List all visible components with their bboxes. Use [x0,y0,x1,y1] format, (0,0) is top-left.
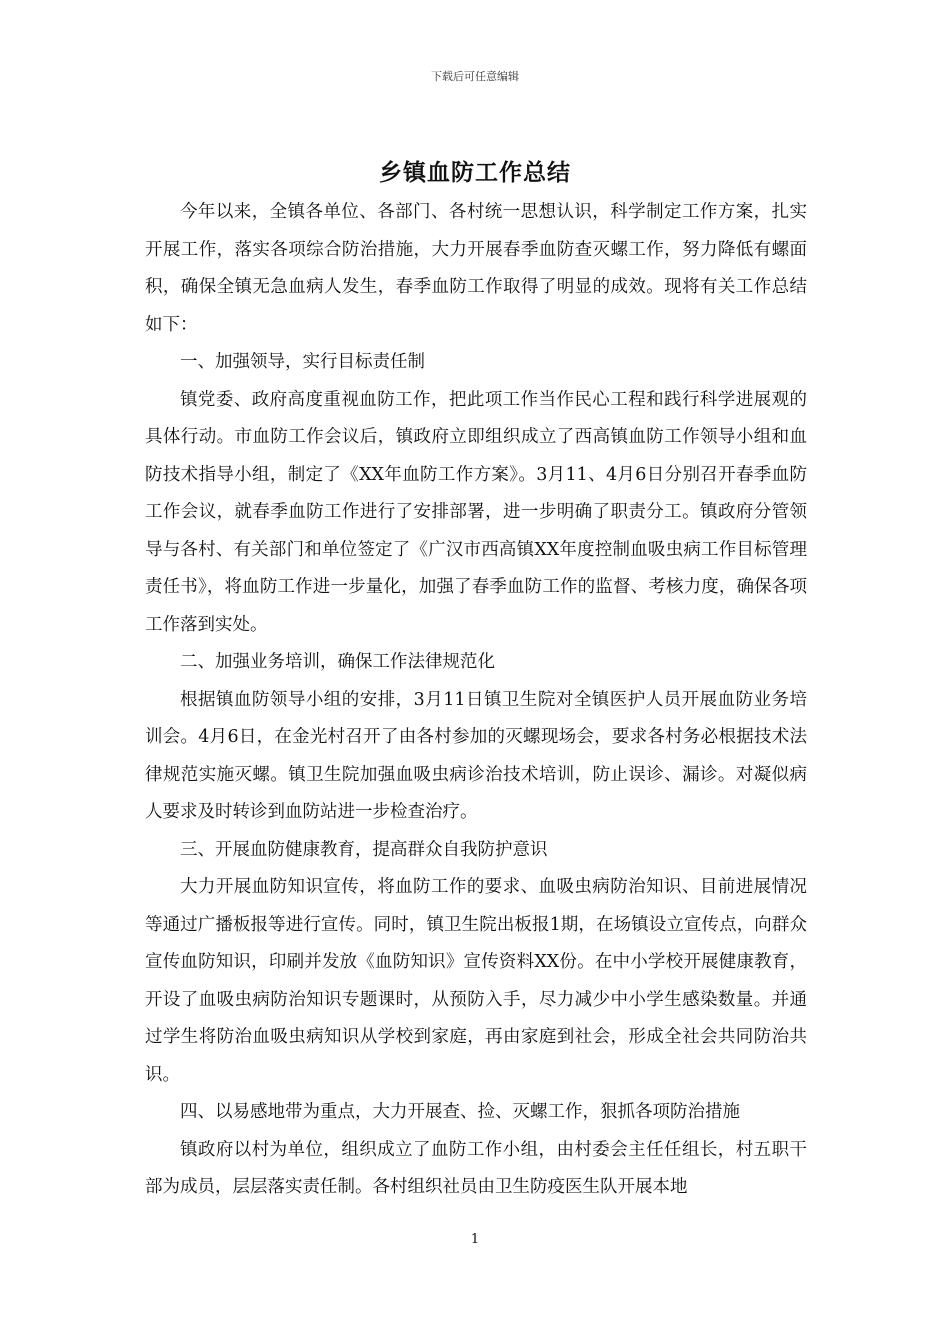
section-2-paragraph: 根据镇血防领导小组的安排，3月11日镇卫生院对全镇医护人员开展血防业务培训会。4月6日，在金光村召开了由各村参加的灭螺现场会，要求各村务必根据技术法律规范实施灭螺。镇卫生院加强血吸虫病诊治技术培训，防止误诊、漏诊。对凝似病人要求及时转诊到血防站进一步检查治疗。 [145,689,807,822]
page-number: 1 [470,1232,480,1247]
section-4-paragraph: 镇政府以村为单位，组织成立了血防工作小组，由村委会主任任组长，村五职干部为成员，层层落实责任制。各村组织社员由卫生防疫医生队开展本地 [145,1139,807,1197]
page-header-note: 下载后可任意编辑 [431,70,519,83]
intro-paragraph: 今年以来，全镇各单位、各部门、各村统一思想认识，科学制定工作方案，扎实开展工作，落实各项综合防治措施，大力开展春季血防查灭螺工作，努力降低有螺面积，确保全镇无急血病人发生，春季血防工作取得了明显的成效。现将有关工作总结如下： [145,202,807,335]
section-heading-2: 二、加强业务培训，确保工作法律规范化 [180,652,495,672]
section-3-paragraph: 大力开展血防知识宣传，将血防工作的要求、血吸虫病防治知识、目前进展情况等通过广播板报等进行宣传。同时，镇卫生院出板报1期，在场镇设立宣传点，向群众宣传血防知识，印刷并发放《血防知识》宣传资料XX份。在中小学校开展健康教育，开设了血吸虫病防治知识专题课时，从预防入手，尽力减少中小学生感染数量。并通过学生将防治血吸虫病知识从学校到家庭，再由家庭到社会，形成全社会共同防治共识。 [145,877,807,1085]
section-heading-1: 一、加强领导，实行目标责任制 [180,352,425,372]
section-1-paragraph: 镇党委、政府高度重视血防工作，把此项工作当作民心工程和践行科学进展观的具体行动。市血防工作会议后，镇政府立即组织成立了西高镇血防工作领导小组和血防技术指导小组，制定了《XX年血防工作方案》。3月11、4月6日分别召开春季血防工作会议，就春季血防工作进行了安排部署，进一步明确了职责分工。镇政府分管领导与各村、有关部门和单位签定了《广汉市西高镇XX年度控制血吸虫病工作目标管理责任书》，将血防工作进一步量化，加强了春季血防工作的监督、考核力度，确保各项工作落到实处。 [145,389,807,635]
section-heading-3: 三、开展血防健康教育，提高群众自我防护意识 [180,839,548,860]
document-body [145,194,807,1207]
document-title: 乡镇血防工作总结 [379,159,571,186]
section-heading-4: 四、以易感地带为重点，大力开展查、捡、灭螺工作，狠抓各项防治措施 [180,1102,740,1122]
